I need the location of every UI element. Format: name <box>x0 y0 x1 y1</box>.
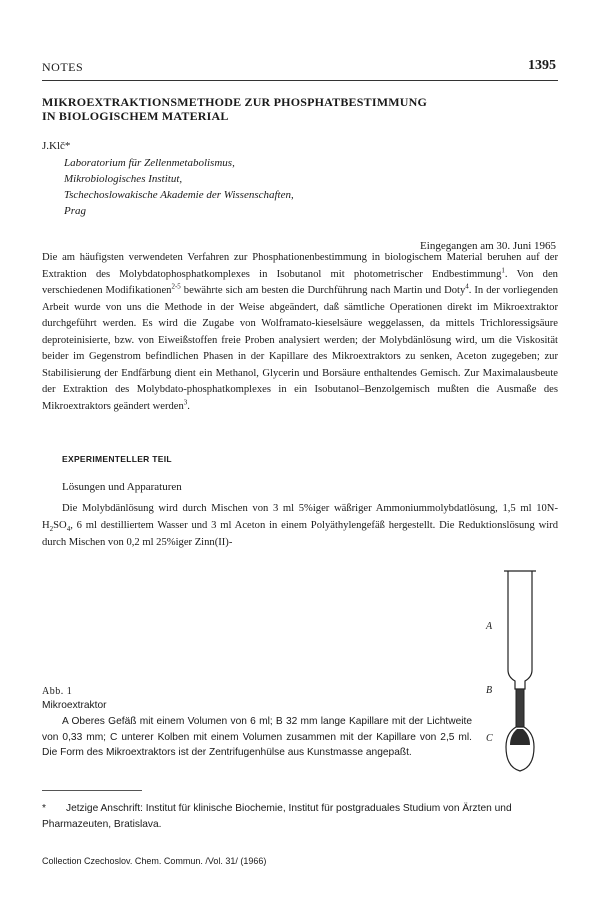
reference-marker: 4 <box>465 282 469 291</box>
figure-label-c: C <box>486 733 493 744</box>
subscript: 4 <box>66 525 71 534</box>
subscript: 2 <box>49 525 54 534</box>
figure-caption-text: A Oberes Gefäß mit einem Volumen von 6 ml; B 32 mm lange Kapillare mit der Lichtweite von 0,33 mm; C unterer Kolben mit einem Volumen zusammen mit der Kapillare von 2,5 ml. Die Form des Mikroextraktors ist der Zentrifugenhülse aus Kunstmasse angepaßt. <box>42 716 472 758</box>
footnote-marker: * <box>42 803 46 814</box>
reference-marker: 1 <box>501 265 505 274</box>
intro-text: . In der vorliegenden Arbeit wurde von uns die Methode in der Weise abgeändert, daß sämtliche Operationen direkt im Mikroextraktor durchgeführt werden. Es wird die Zugabe von Wolframato-kieselsäure weggelassen, da mittels Trichloressigsäure deproteinisierte, bzw. von Eiweißstoffen freie Proben analysiert werden; der Molybdänlösung wird, um die Viskosität beider im Gegenstrom befindlichen Phasen in der Kapillare des Mikroextraktors zu senken, Aceton zugegeben; zur Stabilisierung der Endfärbung dient ein Methanol, Glycerin und Borsäure enthaltendes Gemisch. Zur Maximalausbeute der Extraktion des Molybdato-phosphatkomplexes in ein Isobutanol–Benzolgemisch mußten die Ausmaße des Mikroextraktors geändert werden <box>42 285 558 412</box>
microextractor-drawing <box>480 565 560 780</box>
intro-text: . Von den verschiedenen Modifikationen <box>42 268 558 296</box>
header-rule <box>42 80 558 81</box>
section-heading: EXPERIMENTELLER TEIL <box>62 454 172 464</box>
intro-text: Die am häufigsten verwendeten Verfahren zur Phosphationenbestimmung in biologischem Material beruhen auf der Extraktion des Molybdatophosphatkomplexes in Isobutanol mit photometrischer Endbestimmung <box>42 252 558 280</box>
intro-text: bewährte sich am besten die Durchführung nach Martin und Doty <box>180 285 466 296</box>
methods-text: SO <box>53 520 67 531</box>
figure-title: Mikroextraktor <box>42 700 107 711</box>
footnote <box>42 801 558 833</box>
microextractor-figure <box>480 565 560 780</box>
journal-citation: Collection Czechoslov. Chem. Commun. /Vol. 31/ (1966) <box>42 856 267 866</box>
footnote-rule <box>42 790 142 791</box>
article-title <box>42 95 558 123</box>
footnote-text: Jetzige Anschrift: Institut für klinische Biochemie, Institut für postgraduales Studium von Ärzten und Pharmazeuten, Bratislava. <box>42 803 512 830</box>
figure-label-b: B <box>486 685 493 696</box>
intro-paragraph <box>42 250 558 415</box>
methods-paragraph <box>42 500 558 551</box>
affiliation <box>64 155 294 219</box>
figure-label-a: A <box>486 621 493 632</box>
affiliation-line: Tschechoslowakische Akademie der Wissenschaften, <box>64 189 294 201</box>
title-line: IN BIOLOGISCHEM MATERIAL <box>42 109 229 123</box>
methods-text: , 6 ml destilliertem Wasser und 3 ml Aceton in einem Polyäthylengefäß hergestellt. Die Reduktionslösung wird durch Mischen von 0,2 ml 25%iger Zinn(II)- <box>42 520 558 548</box>
subsection-heading: Lösungen und Apparaturen <box>62 481 182 493</box>
title-line: MIKROEXTRAKTIONSMETHODE ZUR PHOSPHATBESTIMMUNG <box>42 95 428 109</box>
intro-text: . <box>187 400 190 412</box>
affiliation-line: Laboratorium für Zellenmetabolismus, <box>64 157 235 169</box>
reference-marker: 3 <box>183 397 188 406</box>
affiliation-line: Mikrobiologisches Institut, <box>64 173 183 185</box>
page-number: 1395 <box>528 58 556 73</box>
figure-caption <box>42 714 472 761</box>
figure-number: Abb. 1 <box>42 686 73 697</box>
methods-text: Die Molybdänlösung wird durch Mischen von 3 ml 5%iger wäßriger Ammoniummolybdatlösung, 1,5 ml 10N-H <box>42 503 558 531</box>
received-date: Eingegangen am 30. Juni 1965 <box>420 240 556 252</box>
affiliation-line: Prag <box>64 205 86 217</box>
author: J.Klč* <box>42 140 71 152</box>
running-header-section: NOTES <box>42 60 84 74</box>
reference-marker: 2-5 <box>171 282 181 291</box>
